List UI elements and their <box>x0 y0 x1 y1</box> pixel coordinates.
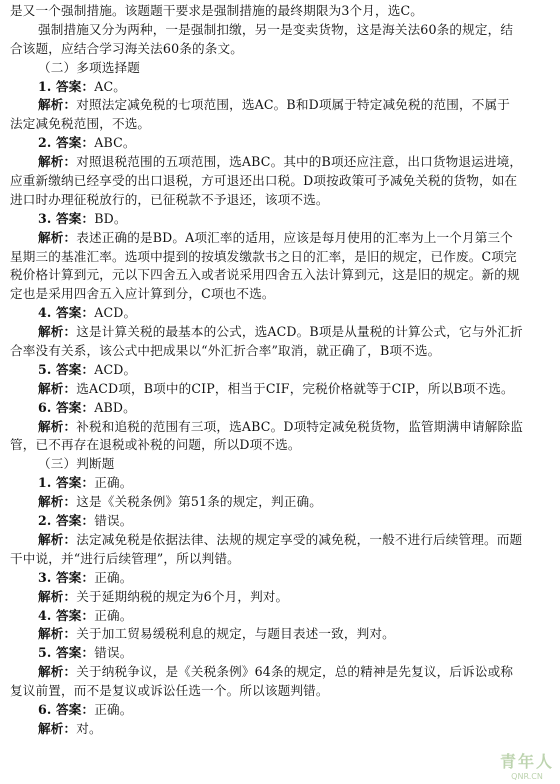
text-line <box>10 493 550 512</box>
label-text: 解析： <box>38 154 77 170</box>
body-text: 正确。 <box>94 475 133 491</box>
text-line <box>10 134 550 153</box>
text-line <box>10 531 550 550</box>
label-text: 解析： <box>38 380 77 396</box>
body-text: ABC。 <box>94 135 136 151</box>
text-line <box>10 78 550 97</box>
body-text: BD。 <box>94 210 127 226</box>
text-line <box>10 304 550 323</box>
body-text: 干中说，并“进行后续管理”，所以判错。 <box>10 550 240 566</box>
label-text: 3. 答案： <box>38 569 95 585</box>
body-text: 税价格计算到元，元以下四舍五入或者说采用四舍五入法计算到元，这是旧的规定。新的规 <box>10 267 520 283</box>
body-text: 合该题，应结合学习海关法60条的条文。 <box>10 40 243 56</box>
body-text: 定也是采用四舍五入应计算到分，C项也不选。 <box>10 286 275 302</box>
body-text: 表述正确的是BD。A项汇率的适用，应该是每月使用的汇率为上一个月第三个 <box>76 229 513 245</box>
label-text: 4. 答案： <box>38 607 95 623</box>
label-text: 解析： <box>38 531 77 547</box>
text-line <box>10 2 550 21</box>
text-line <box>10 323 550 342</box>
text-line <box>10 607 550 626</box>
text-line <box>10 229 550 248</box>
body-text: 对照退税范围的五项范围，选ABC。其中的B项还应注意，出口货物退运进境， <box>76 154 523 170</box>
body-text: AC。 <box>94 78 126 94</box>
text-line <box>10 342 550 361</box>
text-line <box>10 210 550 229</box>
label-text: 解析： <box>38 229 77 245</box>
text-line <box>10 550 550 569</box>
body-text: 强制措施又分为两种，一是强制扣缴，另一是变卖货物，这是海关法60条的规定，结 <box>38 21 514 37</box>
body-text: 合率没有关系，该公式中把成果以“外汇折合率”取消，就正确了，B项不选。 <box>10 343 441 359</box>
text-line <box>10 720 550 739</box>
label-text: 6. 答案： <box>38 701 95 717</box>
body-text: 对。 <box>76 720 102 736</box>
label-text: 2. 答案： <box>38 135 95 151</box>
label-text: 解析： <box>38 664 77 680</box>
text-line <box>10 380 550 399</box>
section-heading <box>10 59 550 78</box>
text-line <box>10 512 550 531</box>
label-text: 1. 答案： <box>38 475 95 491</box>
document-body <box>10 2 550 739</box>
body-text: 关于纳税争议，是《关税条例》64条的规定，总的精神是先复议，后诉讼或称 <box>76 664 514 680</box>
label-text: 2. 答案： <box>38 513 95 529</box>
body-text: 进口时办理征税放行的，已征税款不予退还，该项不选。 <box>10 191 329 207</box>
text-line <box>10 644 550 663</box>
label-text: 1. 答案： <box>38 78 95 94</box>
text-line <box>10 40 550 59</box>
text-line <box>10 625 550 644</box>
label-text: 3. 答案： <box>38 210 95 226</box>
body-text: 正确。 <box>94 607 133 623</box>
body-text: 这是计算关税的最基本的公式，选ACD。B项是从量税的计算公式，它与外汇折 <box>76 324 523 340</box>
label-text: 解析： <box>38 418 77 434</box>
label-text: 解析： <box>38 97 77 113</box>
label-text: 解析： <box>38 494 77 510</box>
text-line <box>10 115 550 134</box>
body-text: 关于延期纳税的规定为6个月，判对。 <box>76 588 289 604</box>
body-text: ACD。 <box>94 361 137 377</box>
watermark-logo <box>500 749 554 781</box>
body-text: 星期三的基准汇率。选项中提到的按填发缴款书之日的汇率，是旧的规定，已作废。C项完 <box>10 248 517 264</box>
body-text: 正确。 <box>94 569 133 585</box>
text-line <box>10 266 550 285</box>
text-line <box>10 418 550 437</box>
text-line <box>10 285 550 304</box>
label-text: 5. 答案： <box>38 645 95 661</box>
body-text: 补税和追税的范围有三项，选ABC。D项特定减免税货物，监管期满申请解除监 <box>76 418 523 434</box>
text-line <box>10 96 550 115</box>
body-text: 这是《关税条例》第51条的规定，判正确。 <box>76 494 322 510</box>
text-line <box>10 569 550 588</box>
text-line <box>10 701 550 720</box>
label-text: 5. 答案： <box>38 361 95 377</box>
body-text: 对照法定减免税的七项范围，选AC。B和D项属于特定减免税的范围，不属于 <box>76 97 510 113</box>
text-line <box>10 153 550 172</box>
label-text: 解析： <box>38 324 77 340</box>
body-text: 法定减免税是依据法律、法规的规定享受的减免税，一般不进行后续管理。而题 <box>76 531 523 547</box>
text-line <box>10 361 550 380</box>
body-text: （三）判断题 <box>38 456 115 472</box>
body-text: 关于加工贸易缓税利息的规定，与题目表述一致，判对。 <box>76 626 395 642</box>
body-text: 错误。 <box>94 645 133 661</box>
text-line <box>10 474 550 493</box>
label-text: 解析： <box>38 588 77 604</box>
text-line <box>10 663 550 682</box>
body-text: ABD。 <box>94 399 136 415</box>
body-text: ACD。 <box>94 305 137 321</box>
label-text: 解析： <box>38 626 77 642</box>
text-line <box>10 191 550 210</box>
section-heading <box>10 455 550 474</box>
label-text: 解析： <box>38 720 77 736</box>
body-text: 错误。 <box>94 513 133 529</box>
text-line <box>10 172 550 191</box>
body-text: 管，已不再存在退税或补税的问题，所以D项不选。 <box>10 437 301 453</box>
body-text: 选ACD项，B项中的CIP，相当于CIF，完税价格就等于CIP，所以B项不选。 <box>76 380 514 396</box>
text-line <box>10 21 550 40</box>
text-line <box>10 436 550 455</box>
body-text: 法定减免税范围，不选。 <box>10 116 151 132</box>
text-line <box>10 588 550 607</box>
text-line <box>10 399 550 418</box>
body-text: 是又一个强制措施。该题题干要求是强制措施的最终期限为3个月，选C。 <box>10 3 424 18</box>
body-text: 正确。 <box>94 701 133 717</box>
body-text: 应重新缴纳已经享受的出口退税，方可退还出口税。D项按政策可予减免关税的货物，如在 <box>10 173 518 189</box>
text-line <box>10 248 550 267</box>
body-text: （二）多项选择题 <box>38 59 140 75</box>
text-line <box>10 682 550 701</box>
body-text: 复议前置，而不是复议或诉讼任选一个。所以该题判错。 <box>10 683 329 699</box>
watermark-text: 青年人 <box>499 752 554 771</box>
label-text: 4. 答案： <box>38 305 95 321</box>
label-text: 6. 答案： <box>38 399 95 415</box>
watermark-domain: QNR.CN <box>511 772 543 781</box>
